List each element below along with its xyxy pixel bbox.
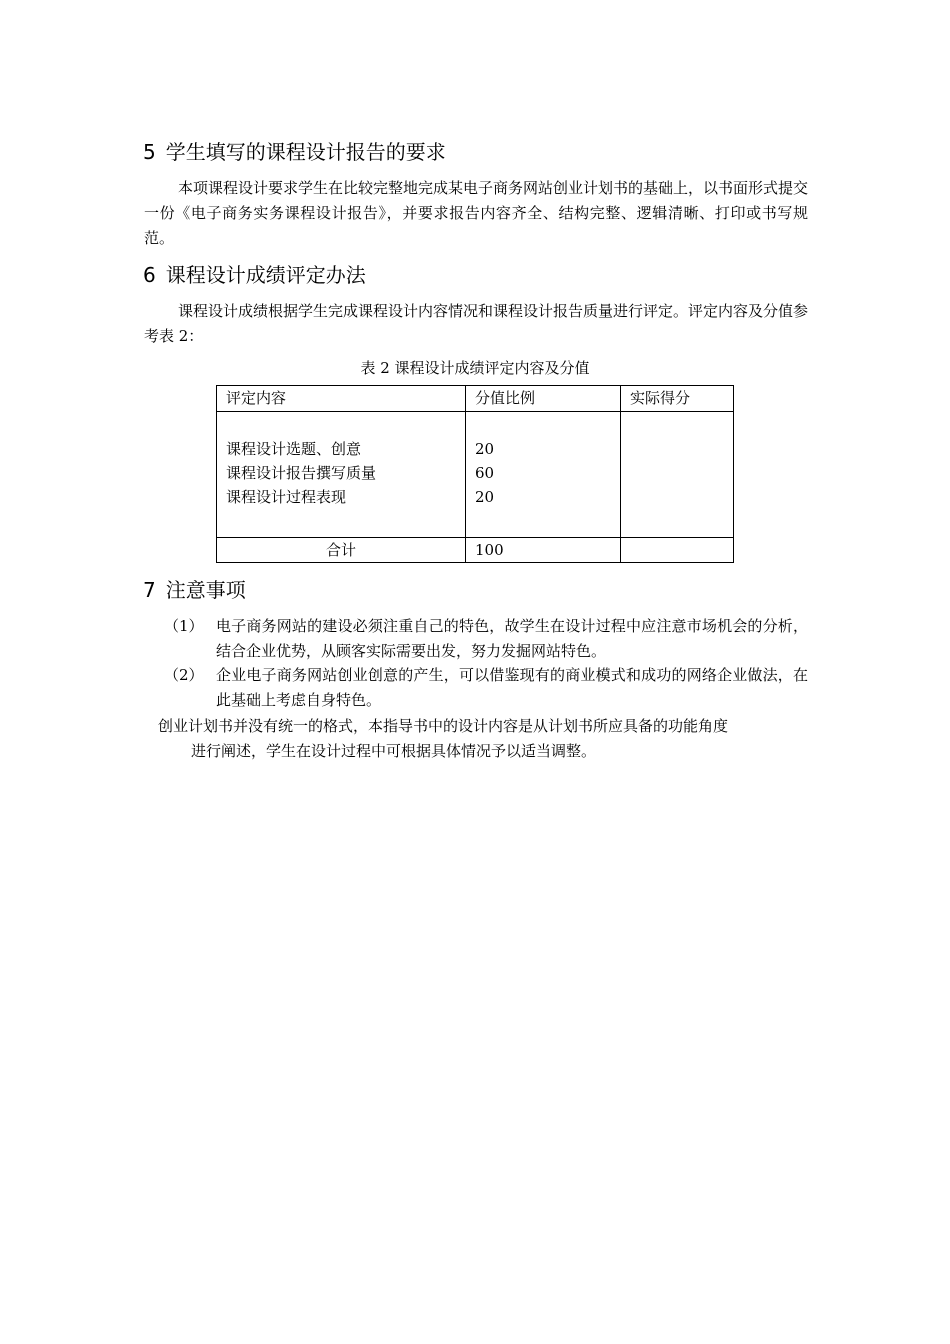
section-6-heading [143,262,366,288]
section-5-paragraph: 本项课程设计要求学生在比较完整地完成某电子商务网站创业计划书的基础上，以书面形式提交一份《电子商务实务课程设计报告》，并要求报告内容齐全、结构完整、逻辑清晰、打印或书写规范。 [144,179,809,247]
section-title: 注意事项 [165,578,246,602]
criteria-score: 20 [475,440,495,458]
criteria-score: 60 [475,464,495,482]
list-item [144,663,808,713]
total-value: 100 [466,538,621,563]
table-total-row [217,538,734,563]
table-header-cell: 实际得分 [621,386,734,412]
total-label: 合计 [217,538,466,563]
table-header-cell: 评定内容 [217,386,466,412]
table-row [217,412,734,538]
section-title: 学生填写的课程设计报告的要求 [165,140,446,164]
criteria-item: 课程设计报告撰写质量 [226,464,377,482]
section-6-paragraph: 课程设计成绩根据学生完成课程设计内容情况和课程设计报告质量进行评定。评定内容及分值参考表 2： [144,302,809,345]
criteria-score: 20 [475,488,495,506]
list-marker: （1） [164,617,204,635]
list-item-text: 电子商务网站的建设必须注重自己的特色，故学生在设计过程中应注意市场机会的分析，结合企业优势，从顾客实际需要出发，努力发掘网站特色。 [216,617,808,660]
section-number: 7 [143,578,156,602]
criteria-item: 课程设计过程表现 [226,488,347,506]
table-caption: 表 2 课程设计成绩评定内容及分值 [360,359,590,377]
section-number: 6 [143,263,156,287]
section-title: 课程设计成绩评定办法 [165,263,366,287]
note-line: 进行阐述，学生在设计过程中可根据具体情况予以适当调整。 [191,742,597,760]
section-7-heading [143,577,246,603]
list-item-text: 企业电子商务网站创业创意的产生，可以借鉴现有的商业模式和成功的网络企业做法，在此基础上考虑自身特色。 [216,666,808,709]
note-line: 创业计划书并没有统一的格式，本指导书中的设计内容是从计划书所应具备的功能角度 [158,717,729,735]
section-5-heading [143,139,446,165]
table-cell [466,412,621,538]
total-actual-cell [621,538,734,563]
score-table [216,385,734,563]
criteria-item: 课程设计选题、创意 [226,440,362,458]
section-number: 5 [143,140,156,164]
list-marker: （2） [164,666,204,684]
list-item [144,614,808,664]
table-header-cell: 分值比例 [466,386,621,412]
table-header-row [217,386,734,412]
closing-note [158,714,808,764]
table-cell [217,412,466,538]
actual-score-cell [621,412,734,538]
